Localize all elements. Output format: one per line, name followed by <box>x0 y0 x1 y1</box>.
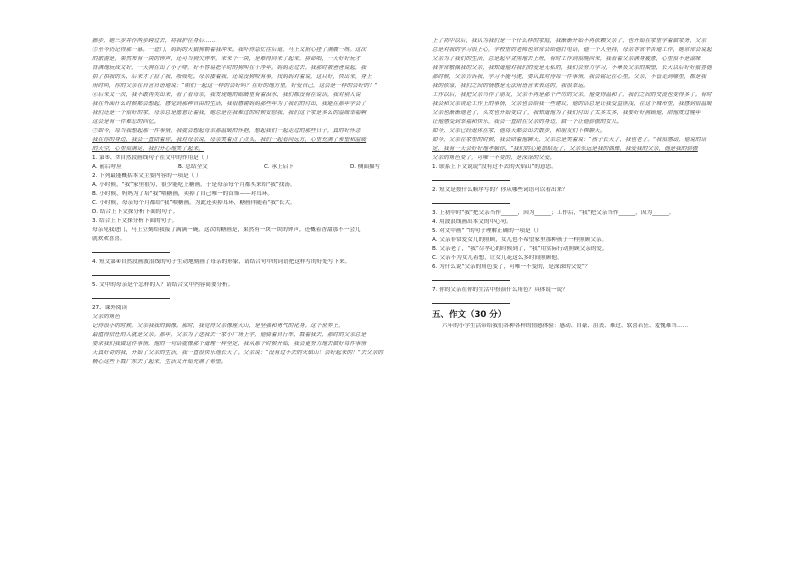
question-5: 5. 对文中画“ ”的句子理解正确的一项是（） <box>432 228 542 234</box>
passage-line: 如今，父亲已经退休在家，他每天都会出去散步，和朋友们下棋聊天。 <box>432 128 606 134</box>
option-b[interactable]: B. 总结全文 <box>178 164 208 170</box>
option-a[interactable]: A. 小时候，“我”家里很穷，很少能吃上糖画，于是母亲每个月都买来给“我”找汤。 <box>92 182 296 188</box>
question-1-options <box>92 164 437 170</box>
quoted-sentence: 就欢欢喜喜。 <box>92 236 126 242</box>
option-b[interactable]: B. 父亲老了，“我”尽孝心的时候到了，“我”用实际行动照顾父亲的爱。 <box>432 246 608 252</box>
passage-line: 我们还是一个很好的家，母亲总是愿意让着我，她总是在我难过的时候安慰我，我们这个家是多么的温暖幸福啊 <box>92 110 367 116</box>
passage-line: 这会是有一件难忘的回忆。 <box>92 119 160 125</box>
question-3: 3. 上初中时“我”把父亲当作______，因为______；工作后，“我”把父亲当作______，因为______。 <box>432 210 675 216</box>
passage-line: 我的依靠，我们之间的情感是无法用语言来表达的，我很幸运。 <box>432 83 589 89</box>
passage-line: 那时候，父亲告诉我，学习不能马虎，要认真对待每一件事情，我会铭记在心里。父亲，不管走到哪里，都是我 <box>432 74 707 80</box>
answer-line[interactable] <box>432 277 510 281</box>
passage-line: ⑦如今，每当我想起那一件事情，我就会想起母亲那温暖的怀抱，想起我们一起走过的那些日子，真的好怀念 <box>92 128 361 134</box>
option-d[interactable]: D. 结合上下文探分析下面的句子。 <box>92 209 179 215</box>
wavy-underlined-line: 我在你的身边，我会一直陪着你，我对母亲说，母亲笑着点了点头，我们一起看向远方，心里充满了希望和温暖 <box>92 137 367 143</box>
option-a[interactable]: A. 前后呼应 <box>92 164 122 170</box>
essay-prompt: 六年的小学生活带给我们各种各样的情感体验：感动、自豪、沮丧、难过、软喜若狂、羞愧难当…… <box>442 323 689 329</box>
option-b[interactable]: B. 小时候，妈妈为了培“我”喂糖画，卖掉了自己唯一的首饰——对耳环。 <box>92 191 274 197</box>
passage-line: 精心这些下载广东去了起来，生活又开始充满了希望。 <box>92 359 227 365</box>
question-5: 5. 文中的母亲是个怎样的人？请结合文中内容简要分析。 <box>92 282 234 288</box>
option-a[interactable]: A. 父亲非常爱女儿的照顾，女儿也不希望家里那种孩子一样照顾父亲。 <box>432 237 608 243</box>
passage-line: 总是对我的学习很上心，学校里的老师也常常会给他打电话，他一个人坚持，母亲非常辛苦地工作，她常常会说起 <box>432 47 712 53</box>
passage-line: 父亲的角色变了，可唯一不变的，是深深的父爱。 <box>432 155 556 161</box>
option-c[interactable]: C. 承上启下 <box>264 164 294 170</box>
answer-line[interactable] <box>432 300 510 304</box>
quoted-sentence: 母亲见我进门，马上立刻给我接了满满一碗。这次的糖画是，果然有一块一块的钟声，还概着香甜那不一会儿 <box>92 227 361 233</box>
passage-line: 如今，父亲在家里的时候，我会陪着他聊天，父亲总是笑着说：“孩子长大了，我也老了。”我很感动，他说的话 <box>432 137 707 143</box>
right-column <box>432 38 777 329</box>
question-2: 2. 短文是按什么顺序写的？你从哪些词语可以看出来？ <box>432 187 568 193</box>
left-column <box>92 38 437 365</box>
passage-line: ⑤至今仍记得那一幕。一进门，妈妈的大狼狗朝着我冲来。我吓得急忙往后退，马上又担心挂了满腹一咳。这次 <box>92 47 367 53</box>
question-4: 4. 短文第④自然段画波浪线的句子生动地刻画了母亲的形象，请结合句中的词语把这样写的好处写下来。 <box>92 259 351 265</box>
passage-line: 我非常敬佩我的父亲，我知道他对我们的爱是无私的，我们会努力学习，不辜负父亲的期望，长大以后好好报答他 <box>432 65 712 71</box>
question-4: 4. 用波浪线画出本文的中心句。 <box>432 219 512 225</box>
passage-line: 上了初中以后，我认为我们是一个什么样的家庭，我渐渐开始不再依赖父亲了，也开始在家里学着做家务，父亲 <box>432 38 707 44</box>
question-1: 1. 第⑤、⑦自然段画线句子在文中的作用是（ ） <box>92 155 212 161</box>
question-2: 2. 下列最能概括本文主要内容的一项是（ ） <box>92 173 202 179</box>
question-7: 7. 你的父亲在你的生活中扮演什么角色？具体说一说？ <box>432 287 568 293</box>
passage-line: 工作以后，我把父亲当作了朋友，父亲不再是那个严厉的父亲，他变得温和了，我们之间的交流也变得多了。有时 <box>432 92 712 98</box>
question-1: 1. 联系上下文说说“没有过不去的火焰山”的意思。 <box>432 164 557 170</box>
option-c[interactable]: C. 小时候，母亲每个月都给“我”喂糖画，为此还卖掉耳环，糖画伴随着“我”长大。 <box>92 200 296 206</box>
passage-line: 让他感受到幸福和快乐，我会一直陪在父亲的身边，做一个让他骄傲的女儿。 <box>432 119 623 125</box>
option-c[interactable]: C. 父亲不为女儿着想，让女儿花这么多时间照顾他。 <box>432 255 563 261</box>
option-d[interactable]: D. 侧面描写 <box>350 164 381 170</box>
wavy-underlined-line: 的天空，心里很满足，我们开心地笑了起来。 <box>92 146 204 152</box>
passage-title: 父亲的角色 <box>92 314 120 320</box>
question-6: 6. 为什么说“父亲的角色变了，可唯一不变的，是深深的父爱”？ <box>432 264 591 270</box>
passage-line: 父亲也渐渐地老了，头发也开始变白了，我知道他为了我们付出了太多太多，我要好好照顾他，陪他度过晚年 <box>432 110 701 116</box>
answer-line[interactable] <box>92 272 170 276</box>
question-3: 3. 结合上下文探分析下面的句子。 <box>92 218 178 224</box>
passage-line: 我在外面什么时候都会想起，感觉到那种自由的生活，我很感谢妈妈那些年为了我们的付出，我能在那年学会了 <box>92 101 367 107</box>
answer-line[interactable] <box>432 177 510 181</box>
passage-line: 天真好奇的我，开始了父亲的生活，我一直很快乐地长大了。父亲说：“没有过不去的火焰山！会好起来的！”去父亲的 <box>92 350 384 356</box>
section-heading: 五、作文（30 分） <box>432 310 507 320</box>
passage-line: ⑥后来又一次，我不敢再哭出来，看了看母亲，我发现她的眼睛里有着泪水，我们都没有在说话，我对别人说 <box>92 92 361 98</box>
passage-line: 最值得信任的人就是父亲。那年，父亲为了送我去一家小广场上学，他骑着自行车，载着我去，那时的父亲总是 <box>92 332 367 338</box>
passage-line: 记得很小的时候，父亲我我的偶像。那时，我觉得父亲像座大山，是坚强和勇气的化身。这个世界上， <box>92 323 344 329</box>
passage-line: 要求我们我做这件事情，他的一句话就像那个道理一样坚定，我从那个时候开始，我会更努力地去做好每件事情 <box>92 341 367 347</box>
passage-line: 背满地玩成又好，一天狗在出了小子啡，好不容易把平时的狗叫在干净年。妈妈走过去。我那时被爸爸说起，我 <box>92 65 367 71</box>
underlined-line: 定，我有一天会好好地孝顺你。”我们的心更加贴近了，父亲永远是我的偶像，我爱我的父亲，他是我的骄傲 <box>432 146 698 152</box>
passage-line: 父亲为了我们的生活，总是起早贪黑地去上班，有时工作到很晚回来，我看着父亲满身疲惫，心里很不是滋味 <box>432 56 701 62</box>
answer-line[interactable] <box>92 249 170 253</box>
answer-line[interactable] <box>92 295 170 299</box>
section-label: 27、课外阅读 <box>92 305 128 311</box>
passage-line: 拍了拍我的头，后来才了拉了我，吸吸吃。母亲搂着我，还说没狗咬有事，找妈妈对着说，这只好，快出来，身上 <box>92 74 372 80</box>
passage-line: 我会和父亲谈论工作上的事情，父亲也会给我一些建议，他的话总是让我受益匪浅，在这个城市里，我感到很温暖 <box>432 101 712 107</box>
passage-line: 脚步，她三步并作两步跨过去，将我护在身后…… <box>92 38 216 44</box>
answer-line[interactable] <box>432 200 510 204</box>
passage-line: 用时叫，你的父亲在自言自语地说：“咱们一起这一样的会好吗？在好的地方里，好爱自己，这会是一样的会好的！” <box>92 83 378 89</box>
passage-line: 的旅游是，果然布有一块的钟声，还可当狗欠停车，来来个一块，是难得回来了起来，拼命唱，一天好好玩才 <box>92 56 361 62</box>
